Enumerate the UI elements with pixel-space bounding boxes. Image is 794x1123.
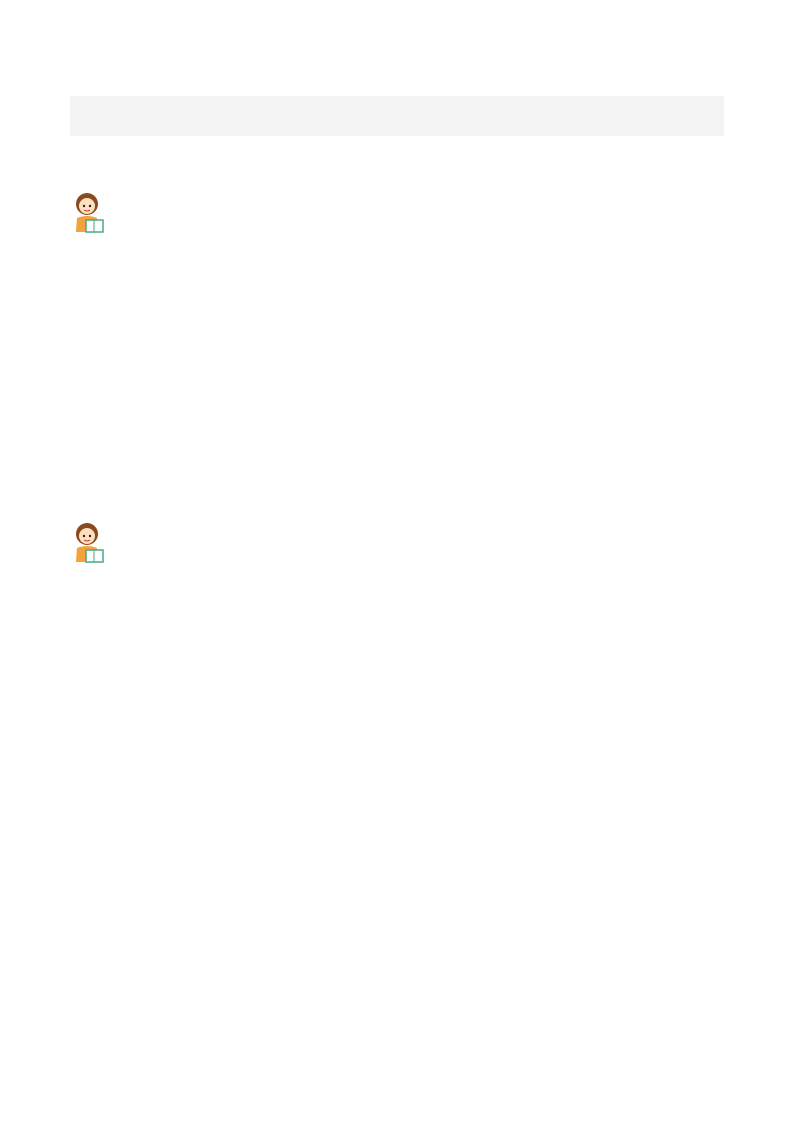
title-banner: [70, 96, 724, 136]
girl-reading-icon: [72, 520, 106, 566]
girl-reading-icon: [72, 190, 106, 236]
